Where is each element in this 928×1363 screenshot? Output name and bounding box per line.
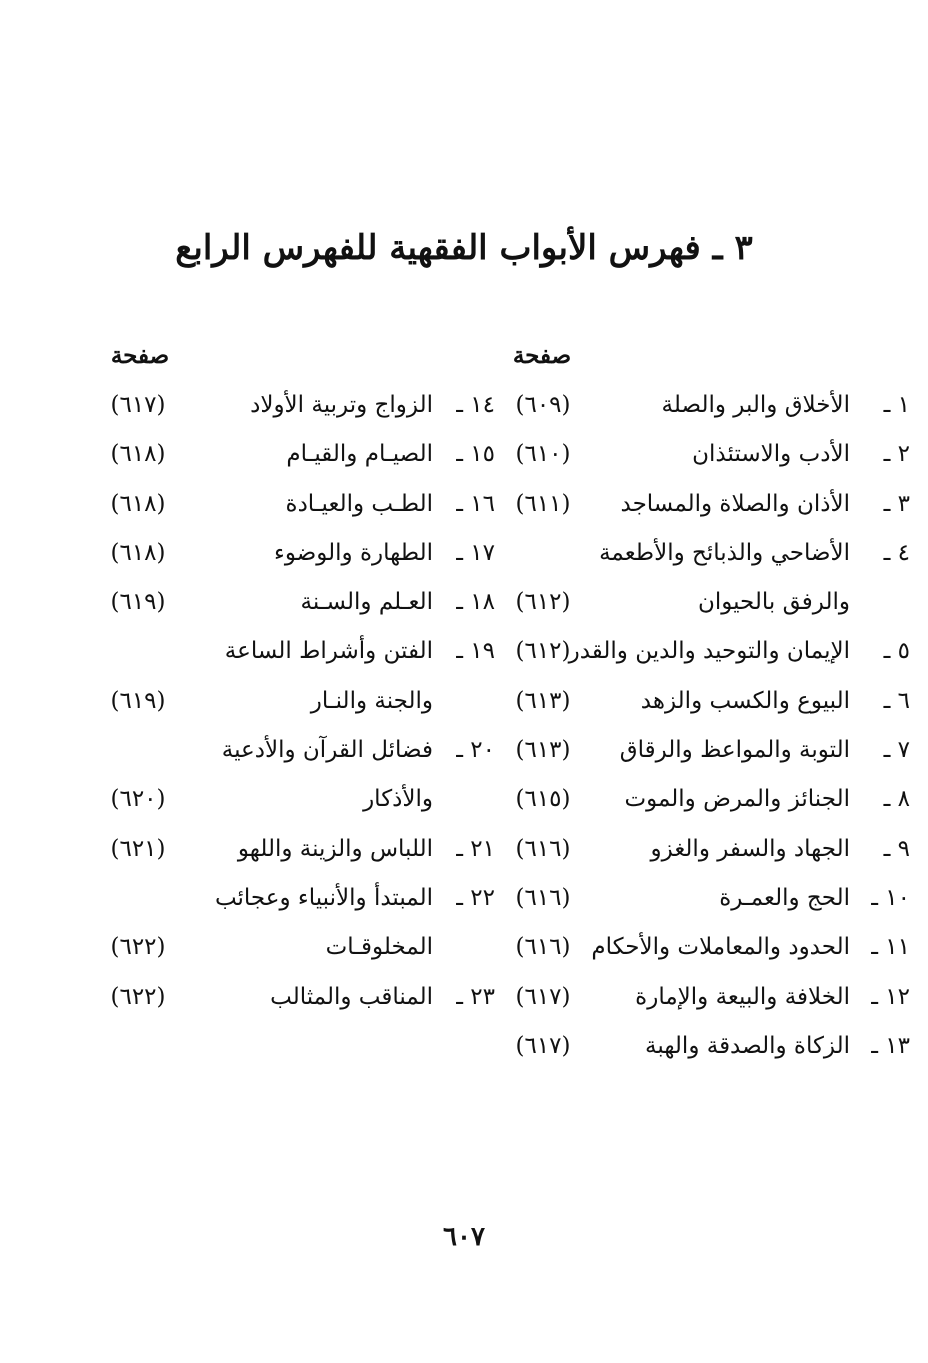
entry-number: ١٩ ـ bbox=[456, 638, 495, 665]
entry-title: الطـب والعيـادة bbox=[285, 490, 433, 517]
entry-page-number: (٦١٦) bbox=[515, 884, 571, 911]
entry-number: ٢ ـ bbox=[883, 441, 910, 468]
entry-title: فضائل القرآن والأدعية bbox=[221, 737, 433, 764]
index-entry bbox=[500, 677, 910, 726]
index-entry bbox=[500, 578, 910, 627]
left-column-page-header: صفحة bbox=[110, 342, 170, 369]
index-entry bbox=[500, 973, 910, 1022]
entry-page-number: (٦١٣) bbox=[515, 687, 571, 714]
entry-title: الطهارة والوضوء bbox=[274, 539, 433, 566]
index-entry bbox=[500, 529, 910, 578]
entry-page-number: (٦١٦) bbox=[515, 835, 571, 862]
entry-number: ٥ ـ bbox=[883, 638, 910, 665]
entry-title: الحج والعمـرة bbox=[719, 884, 850, 911]
entry-page-number: (٦١٨) bbox=[110, 539, 166, 566]
entry-number: ٤ ـ bbox=[883, 539, 910, 566]
index-entry bbox=[100, 775, 495, 824]
entry-page-number: (٦١١) bbox=[515, 490, 571, 517]
entry-page-number: (٦٢٠) bbox=[110, 786, 166, 813]
index-entry bbox=[100, 923, 495, 972]
entry-title: التوبة والمواعظ والرقاق bbox=[619, 737, 850, 764]
entry-page-number: (٦١٩) bbox=[110, 687, 166, 714]
entry-page-number: (٦١٩) bbox=[110, 589, 166, 616]
right-index-column bbox=[500, 381, 910, 1071]
entry-title: الزكاة والصدقة والهبة bbox=[645, 1032, 850, 1059]
index-entry bbox=[500, 430, 910, 479]
entry-number: ١٥ ـ bbox=[456, 441, 495, 468]
entry-title: الأدب والاستئذان bbox=[692, 441, 850, 468]
index-entry bbox=[100, 973, 495, 1022]
entry-page-number: (٦١٢) bbox=[515, 589, 571, 616]
entry-page-number: (٦٠٩) bbox=[515, 392, 571, 418]
index-entry bbox=[500, 775, 910, 824]
entry-number: ١ ـ bbox=[883, 392, 910, 418]
entry-number: ١١ ـ bbox=[871, 934, 910, 961]
entry-title: الصيـام والقيـام bbox=[286, 441, 433, 468]
entry-title: والجنة والنـار bbox=[310, 687, 433, 714]
entry-page-number: (٦١٥) bbox=[515, 786, 571, 813]
entry-number: ٢٢ ـ bbox=[456, 884, 495, 911]
entry-page-number: (٦٢١) bbox=[110, 835, 166, 862]
entry-title: المخلوقـات bbox=[325, 934, 433, 961]
entry-page-number: (٦١٧) bbox=[515, 983, 571, 1010]
index-entry bbox=[100, 578, 495, 627]
index-entry bbox=[100, 677, 495, 726]
entry-page-number: (٦٢٢) bbox=[110, 934, 166, 961]
entry-page-number: (٦١٨) bbox=[110, 490, 166, 517]
right-column-page-header: صفحة bbox=[512, 342, 572, 369]
entry-number: ١٦ ـ bbox=[456, 490, 495, 517]
entry-title: المناقب والمثالب bbox=[270, 983, 433, 1010]
entry-number: ٣ ـ bbox=[883, 490, 910, 517]
entry-title: الأخلاق والبر والصلة bbox=[661, 392, 850, 418]
entry-title: والرفق بالحيوان bbox=[697, 589, 850, 616]
entry-number: ٢٣ ـ bbox=[456, 983, 495, 1010]
entry-title: الحدود والمعاملات والأحكام bbox=[591, 934, 850, 961]
entry-page-number: (٦١٧) bbox=[515, 1032, 571, 1059]
index-entry bbox=[500, 627, 910, 676]
entry-page-number: (٦١٧) bbox=[110, 392, 166, 418]
entry-page-number: (٦١٢) bbox=[515, 638, 571, 665]
index-entry bbox=[500, 480, 910, 529]
entry-number: ٦ ـ bbox=[883, 687, 910, 714]
index-entry bbox=[500, 381, 910, 430]
index-entry bbox=[500, 825, 910, 874]
entry-title: والأذكار bbox=[363, 786, 433, 813]
index-entry bbox=[100, 529, 495, 578]
index-entry bbox=[500, 1022, 910, 1071]
entry-number: ١٢ ـ bbox=[871, 983, 910, 1010]
entry-page-number: (٦١٠) bbox=[515, 441, 571, 468]
index-entry bbox=[500, 923, 910, 972]
entry-title: الزواج وتربية الأولاد bbox=[250, 392, 433, 418]
page-title: ٣ ـ فهرس الأبواب الفقهية للفهرس الرابع bbox=[175, 228, 753, 268]
page-number: ٦٠٧ bbox=[443, 1222, 485, 1252]
entry-number: ١٨ ـ bbox=[456, 589, 495, 616]
index-entry bbox=[500, 726, 910, 775]
entry-title: الإيمان والتوحيد والدين والقدر bbox=[568, 638, 850, 665]
entry-page-number: (٦١٨) bbox=[110, 441, 166, 468]
entry-title: الجنائز والمرض والموت bbox=[624, 786, 850, 813]
index-entry bbox=[100, 825, 495, 874]
entry-number: ١٤ ـ bbox=[456, 392, 495, 418]
entry-title: الجهاد والسفر والغزو bbox=[650, 835, 850, 862]
index-entry bbox=[100, 381, 495, 430]
index-entry bbox=[100, 627, 495, 676]
entry-number: ٨ ـ bbox=[883, 786, 910, 813]
entry-title: اللباس والزينة واللهو bbox=[237, 835, 433, 862]
entry-number: ٩ ـ bbox=[883, 835, 910, 862]
index-entry bbox=[100, 874, 495, 923]
entry-number: ١٣ ـ bbox=[871, 1032, 910, 1059]
index-entry bbox=[500, 874, 910, 923]
entry-number: ٢١ ـ bbox=[456, 835, 495, 862]
entry-title: الأذان والصلاة والمساجد bbox=[620, 490, 850, 517]
entry-title: الأضاحي والذبائح والأطعمة bbox=[599, 539, 850, 566]
entry-page-number: (٦١٦) bbox=[515, 934, 571, 961]
entry-title: المبتدأ والأنبياء وعجائب bbox=[214, 884, 433, 911]
entry-number: ٧ ـ bbox=[883, 737, 910, 764]
entry-title: الفتن وأشراط الساعة bbox=[224, 638, 433, 665]
entry-page-number: (٦٢٢) bbox=[110, 983, 166, 1010]
entry-number: ١٠ ـ bbox=[871, 884, 910, 911]
entry-number: ٢٠ ـ bbox=[456, 737, 495, 764]
left-index-column bbox=[100, 381, 495, 1022]
entry-title: البيوع والكسب والزهد bbox=[640, 687, 850, 714]
index-entry bbox=[100, 726, 495, 775]
index-entry bbox=[100, 480, 495, 529]
entry-title: الخلافة والبيعة والإمارة bbox=[635, 983, 850, 1010]
entry-number: ١٧ ـ bbox=[456, 539, 495, 566]
entry-title: العـلم والسـنة bbox=[300, 589, 433, 616]
entry-page-number: (٦١٣) bbox=[515, 737, 571, 764]
index-entry bbox=[100, 430, 495, 479]
